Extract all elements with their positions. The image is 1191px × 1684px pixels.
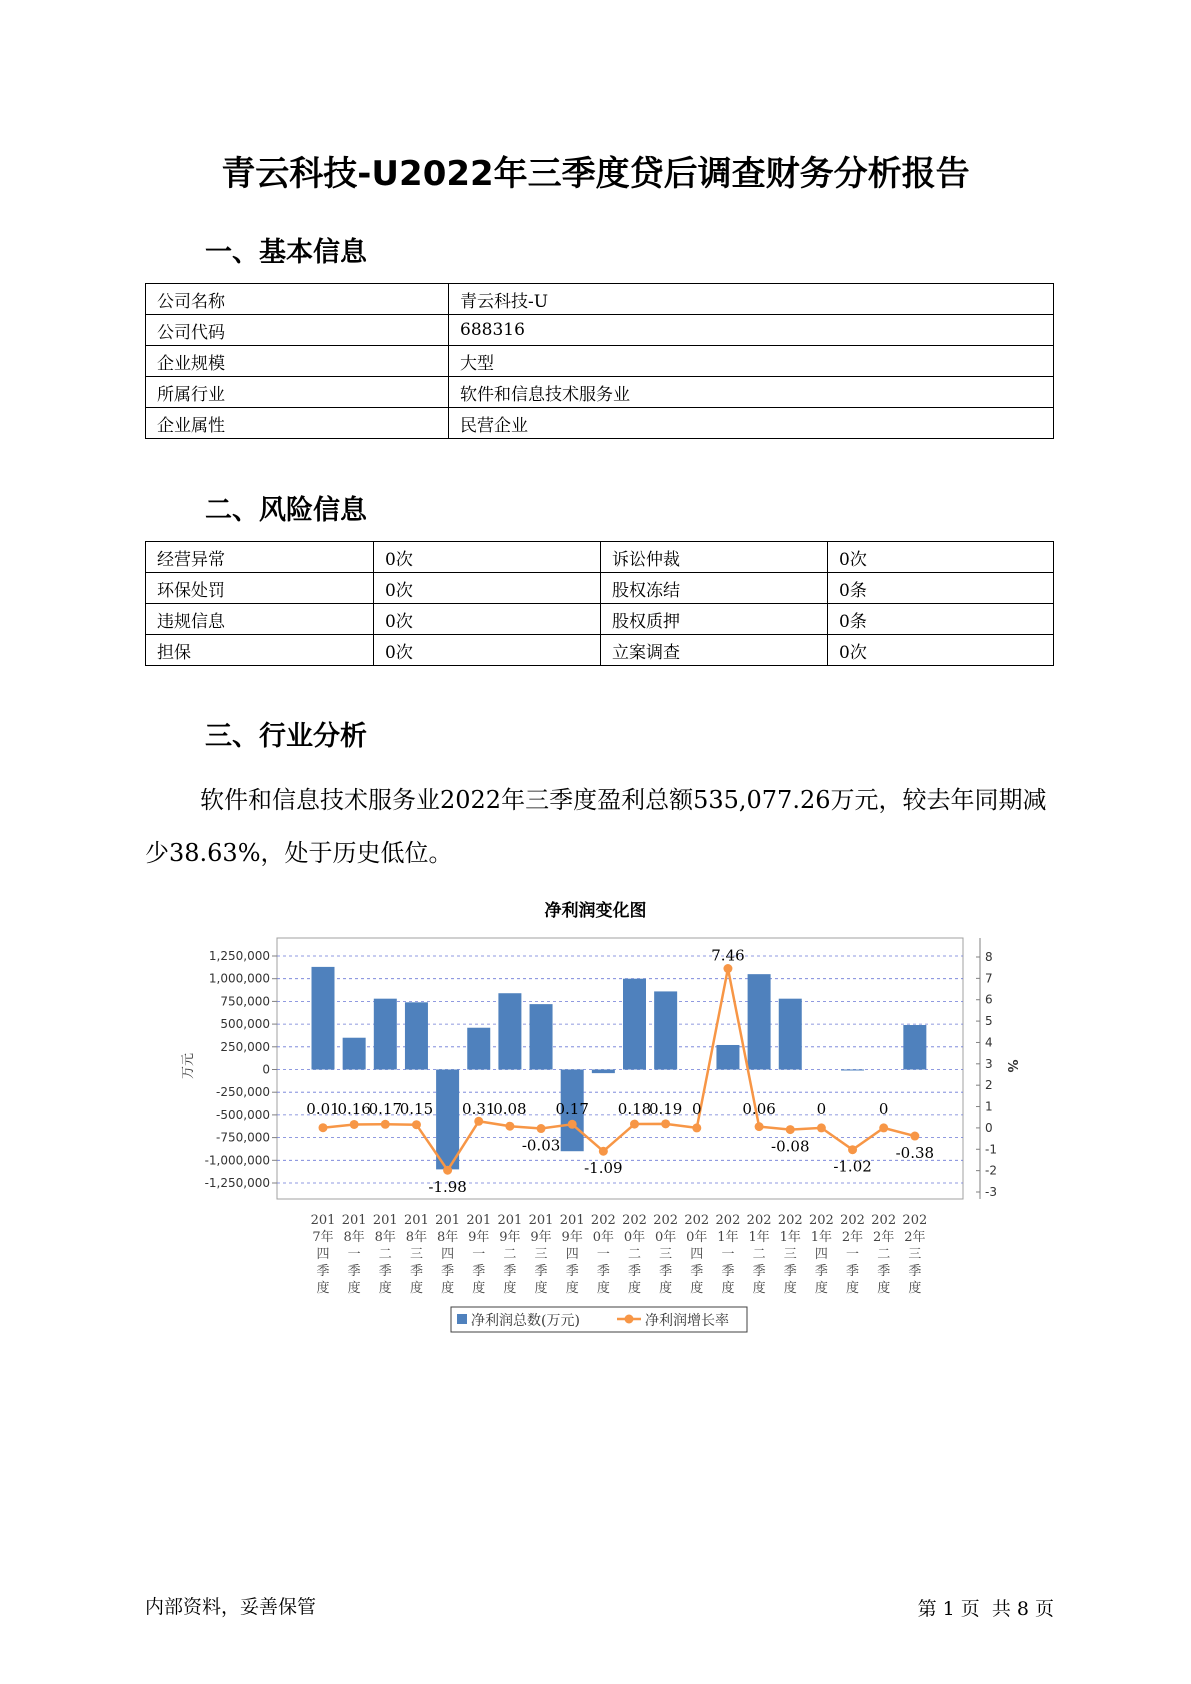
x-tick-label: 度: [814, 1281, 828, 1296]
growth-rate-point: [910, 1132, 919, 1141]
y-tick-label-left: 500,000: [220, 1017, 270, 1032]
bar: [530, 1004, 553, 1069]
data-label: 0: [878, 1099, 889, 1118]
x-tick-label: 202: [871, 1213, 897, 1228]
y-tick-label-right: 7: [985, 971, 993, 986]
x-tick-label: 四: [441, 1247, 455, 1262]
x-tick-label: 季: [441, 1264, 455, 1279]
x-tick-label: 0年: [686, 1230, 708, 1245]
x-tick-label: 201: [435, 1213, 461, 1228]
x-tick-label: 度: [877, 1281, 891, 1296]
risk-info-value: 0次: [374, 573, 601, 604]
x-tick-label: 季: [783, 1264, 797, 1279]
data-label: 0.19: [648, 1099, 683, 1118]
x-tick-label: 201: [310, 1213, 336, 1228]
growth-rate-point: [692, 1123, 701, 1132]
bar: [436, 1070, 459, 1170]
basic-info-label: 企业规模: [146, 346, 449, 377]
x-tick-label: 三: [783, 1247, 797, 1262]
data-label: 0.06: [742, 1099, 776, 1118]
y-tick-label-right: 6: [985, 992, 993, 1007]
basic-info-value: 青云科技-U: [449, 284, 1054, 315]
y-tick-label-left: -250,000: [216, 1085, 270, 1100]
x-tick-label: 9年: [530, 1230, 552, 1245]
risk-info-value: 0次: [374, 542, 601, 573]
growth-rate-point: [412, 1120, 421, 1129]
risk-info-label: 经营异常: [146, 542, 374, 573]
x-tick-label: 202: [715, 1213, 741, 1228]
growth-rate-point: [443, 1166, 452, 1175]
data-label: -1.02: [833, 1157, 872, 1176]
x-tick-label: 一: [472, 1247, 486, 1262]
x-tick-label: 2年: [841, 1230, 864, 1245]
basic-info-label: 企业属性: [146, 408, 449, 439]
data-label: 0.15: [399, 1099, 434, 1118]
x-tick-label: 1年: [779, 1230, 801, 1245]
risk-info-label: 股权质押: [601, 604, 828, 635]
x-tick-label: 季: [316, 1264, 330, 1279]
bar: [467, 1028, 490, 1070]
bar: [343, 1038, 366, 1070]
x-tick-label: 三: [534, 1247, 548, 1262]
x-tick-label: 度: [783, 1281, 797, 1296]
basic-info-value: 软件和信息技术服务业: [449, 377, 1054, 408]
x-tick-label: 季: [378, 1264, 392, 1279]
x-tick-label: 季: [814, 1264, 828, 1279]
y-axis-title-left: 万元: [181, 1052, 196, 1080]
x-tick-label: 202: [746, 1213, 772, 1228]
x-tick-label: 1年: [748, 1230, 770, 1245]
legend-swatch-marker: [625, 1315, 634, 1324]
y-tick-label-right: -3: [985, 1185, 997, 1199]
x-tick-label: 度: [503, 1281, 517, 1296]
x-tick-label: 度: [534, 1281, 548, 1296]
bar: [716, 1045, 739, 1070]
x-tick-label: 季: [596, 1264, 610, 1279]
bar: [654, 991, 677, 1069]
risk-info-label: 环保处罚: [146, 573, 374, 604]
x-tick-label: 二: [503, 1247, 517, 1262]
growth-rate-point: [505, 1122, 514, 1131]
growth-rate-point: [786, 1125, 795, 1134]
chart-title: 净利润变化图: [544, 901, 647, 921]
data-label: -0.08: [771, 1137, 810, 1156]
risk-info-value: 0次: [374, 635, 601, 666]
data-label: -0.03: [521, 1136, 561, 1155]
x-tick-label: 7年: [312, 1230, 334, 1245]
x-tick-label: 0年: [655, 1230, 677, 1245]
y-tick-label-right: 0: [985, 1120, 993, 1135]
basic-info-label: 公司名称: [146, 284, 449, 315]
x-tick-label: 202: [590, 1213, 616, 1228]
y-tick-label-right: 3: [985, 1056, 993, 1071]
x-tick-label: 202: [808, 1213, 834, 1228]
y-axis-title-right: %: [1004, 1059, 1019, 1073]
growth-rate-point: [723, 964, 732, 973]
x-tick-label: 201: [559, 1213, 585, 1228]
x-tick-label: 1年: [717, 1230, 739, 1245]
x-tick-label: 四: [814, 1247, 828, 1262]
growth-rate-point: [474, 1117, 483, 1126]
x-tick-label: 季: [503, 1264, 517, 1279]
x-tick-label: 9年: [499, 1230, 521, 1245]
risk-info-label: 担保: [146, 635, 374, 666]
risk-info-value: 0条: [828, 604, 1054, 635]
x-tick-label: 度: [659, 1281, 673, 1296]
bar: [592, 1070, 615, 1074]
y-tick-label-left: 1,000,000: [208, 971, 270, 986]
x-tick-label: 度: [565, 1281, 579, 1296]
x-tick-label: 季: [409, 1264, 423, 1279]
growth-rate-point: [817, 1123, 826, 1132]
y-tick-label-left: -1,000,000: [204, 1153, 270, 1168]
x-tick-label: 0年: [623, 1230, 646, 1245]
y-tick-label-left: -1,250,000: [204, 1176, 270, 1190]
x-tick-label: 度: [378, 1281, 392, 1296]
x-tick-label: 度: [596, 1281, 610, 1296]
x-tick-label: 四: [690, 1247, 704, 1262]
y-tick-label-left: 0: [262, 1062, 270, 1077]
x-tick-label: 一: [846, 1247, 860, 1262]
data-label: 0: [816, 1099, 827, 1118]
legend-label-bar: 净利润总数(万元): [471, 1313, 580, 1329]
x-tick-label: 季: [721, 1264, 735, 1279]
growth-rate-point: [755, 1122, 764, 1131]
x-tick-label: 一: [347, 1247, 361, 1262]
y-tick-label-right: 2: [985, 1078, 993, 1093]
data-label: -0.38: [895, 1144, 935, 1163]
data-label: 0: [692, 1099, 702, 1118]
x-tick-label: 度: [752, 1281, 766, 1296]
x-tick-label: 202: [684, 1213, 710, 1228]
x-tick-label: 201: [404, 1213, 429, 1228]
x-tick-label: 二: [378, 1247, 392, 1262]
y-tick-label-left: 1,250,000: [208, 949, 270, 963]
x-tick-label: 季: [627, 1264, 642, 1279]
risk-info-value: 0次: [374, 604, 601, 635]
bar: [779, 999, 802, 1070]
x-tick-label: 201: [372, 1213, 398, 1228]
x-tick-label: 度: [347, 1281, 361, 1296]
growth-rate-point: [350, 1120, 359, 1129]
footer-confidential: 内部资料，妥善保管: [145, 1596, 317, 1618]
growth-rate-point: [879, 1123, 888, 1132]
data-label: 0.17: [555, 1099, 589, 1118]
x-tick-label: 度: [846, 1281, 860, 1296]
x-tick-label: 季: [908, 1264, 922, 1279]
x-tick-label: 202: [622, 1213, 647, 1228]
x-tick-label: 202: [653, 1213, 679, 1228]
data-label: -1.98: [428, 1178, 467, 1197]
x-tick-label: 季: [877, 1264, 891, 1279]
x-tick-label: 四: [316, 1247, 330, 1262]
risk-info-value: 0次: [828, 635, 1054, 666]
y-tick-label-right: 4: [985, 1035, 993, 1050]
x-tick-label: 度: [627, 1281, 642, 1296]
growth-rate-point: [319, 1123, 328, 1132]
x-tick-label: 季: [846, 1264, 860, 1279]
legend-label-line: 净利润增长率: [645, 1313, 729, 1329]
data-label: 0.17: [368, 1099, 403, 1118]
x-tick-label: 201: [528, 1213, 554, 1228]
risk-info-label: 股权冻结: [601, 573, 828, 604]
y-tick-label-left: -500,000: [216, 1107, 270, 1122]
bar: [841, 1070, 864, 1071]
bar: [405, 1002, 428, 1069]
x-tick-label: 季: [752, 1264, 766, 1279]
x-tick-label: 202: [902, 1213, 928, 1228]
industry-text: 软件和信息技术服务业2022年三季度盈利总额535,077.26万元，较去年同期减少38.63%，处于历史低位。: [145, 786, 1047, 867]
y-tick-label-right: -2: [985, 1163, 997, 1178]
y-tick-label-right: 1: [985, 1099, 993, 1114]
data-label: 7.46: [711, 946, 745, 965]
x-tick-label: 一: [721, 1247, 735, 1262]
x-tick-label: 2年: [904, 1230, 926, 1245]
report-title: 青云科技-U2022年三季度贷后调查财务分析报告: [221, 154, 970, 194]
y-tick-label-left: -750,000: [216, 1130, 270, 1145]
bar: [623, 979, 646, 1070]
bar: [312, 967, 335, 1070]
basic-info-label: 所属行业: [146, 377, 449, 408]
section-heading-industry: 三、行业分析: [205, 721, 367, 752]
risk-info-label: 诉讼仲裁: [601, 542, 828, 573]
section-heading-basic: 一、基本信息: [205, 237, 367, 268]
x-tick-label: 季: [472, 1264, 486, 1279]
data-label: -1.09: [584, 1159, 623, 1178]
bar: [374, 999, 397, 1070]
x-tick-label: 季: [534, 1264, 548, 1279]
y-tick-label-right: 5: [985, 1014, 993, 1029]
x-tick-label: 201: [341, 1213, 367, 1228]
risk-info-value: 0次: [828, 542, 1054, 573]
risk-info-label: 立案调查: [601, 635, 828, 666]
x-tick-label: 二: [627, 1247, 642, 1262]
section-heading-risk: 二、风险信息: [205, 495, 367, 526]
x-tick-label: 8年: [436, 1230, 459, 1245]
x-tick-label: 201: [497, 1213, 523, 1228]
x-tick-label: 8年: [405, 1230, 428, 1245]
x-tick-label: 二: [752, 1247, 766, 1262]
x-tick-label: 季: [690, 1264, 704, 1279]
x-tick-label: 一: [596, 1247, 610, 1262]
x-tick-label: 202: [777, 1213, 803, 1228]
x-tick-label: 度: [441, 1281, 455, 1296]
basic-info-label: 公司代码: [146, 315, 449, 346]
basic-info-value: 688316: [449, 315, 1054, 346]
x-tick-label: 0年: [592, 1230, 614, 1245]
risk-info-label: 违规信息: [146, 604, 374, 635]
x-tick-label: 季: [659, 1264, 673, 1279]
growth-rate-point: [661, 1119, 670, 1128]
x-tick-label: 度: [472, 1281, 486, 1296]
x-tick-label: 三: [409, 1247, 423, 1262]
x-tick-label: 度: [316, 1281, 330, 1296]
bar: [498, 993, 521, 1069]
data-label: 0.01: [306, 1099, 340, 1118]
y-tick-label-right: -1: [985, 1142, 997, 1157]
growth-rate-point: [599, 1147, 608, 1156]
x-tick-label: 202: [840, 1213, 865, 1228]
risk-info-value: 0条: [828, 573, 1054, 604]
y-tick-label-left: 750,000: [220, 994, 270, 1009]
basic-info-value: 民营企业: [449, 408, 1054, 439]
x-tick-label: 三: [659, 1247, 673, 1262]
x-tick-label: 9年: [561, 1230, 583, 1245]
x-tick-label: 8年: [374, 1230, 396, 1245]
footer-page-number: 第 1 页 共 8 页: [917, 1598, 1054, 1620]
data-label: 0.18: [617, 1099, 652, 1118]
growth-rate-point: [630, 1120, 639, 1129]
growth-rate-point: [848, 1145, 857, 1154]
growth-rate-point: [537, 1124, 546, 1133]
y-tick-label-right: 8: [985, 950, 993, 964]
legend-swatch-bar: [457, 1314, 467, 1324]
x-tick-label: 季: [565, 1264, 579, 1279]
y-tick-label-left: 250,000: [220, 1039, 270, 1054]
x-tick-label: 三: [908, 1247, 922, 1262]
x-tick-label: 度: [409, 1281, 423, 1296]
x-tick-label: 度: [721, 1281, 735, 1296]
x-tick-label: 二: [877, 1247, 891, 1262]
x-tick-label: 度: [690, 1281, 704, 1296]
x-tick-label: 2年: [873, 1230, 895, 1245]
basic-info-value: 大型: [449, 346, 1054, 377]
bar: [748, 974, 771, 1069]
bar: [903, 1025, 926, 1069]
x-tick-label: 201: [466, 1213, 492, 1228]
x-tick-label: 9年: [468, 1230, 490, 1245]
data-label: 0.31: [462, 1099, 496, 1118]
growth-rate-point: [381, 1120, 390, 1129]
data-label: 0.08: [493, 1099, 527, 1118]
x-tick-label: 四: [565, 1247, 579, 1262]
x-tick-label: 1年: [810, 1230, 833, 1245]
x-tick-label: 度: [908, 1281, 922, 1296]
x-tick-label: 季: [347, 1264, 361, 1279]
growth-rate-point: [568, 1120, 577, 1129]
data-label: 0.16: [337, 1099, 371, 1118]
x-tick-label: 8年: [343, 1230, 365, 1245]
